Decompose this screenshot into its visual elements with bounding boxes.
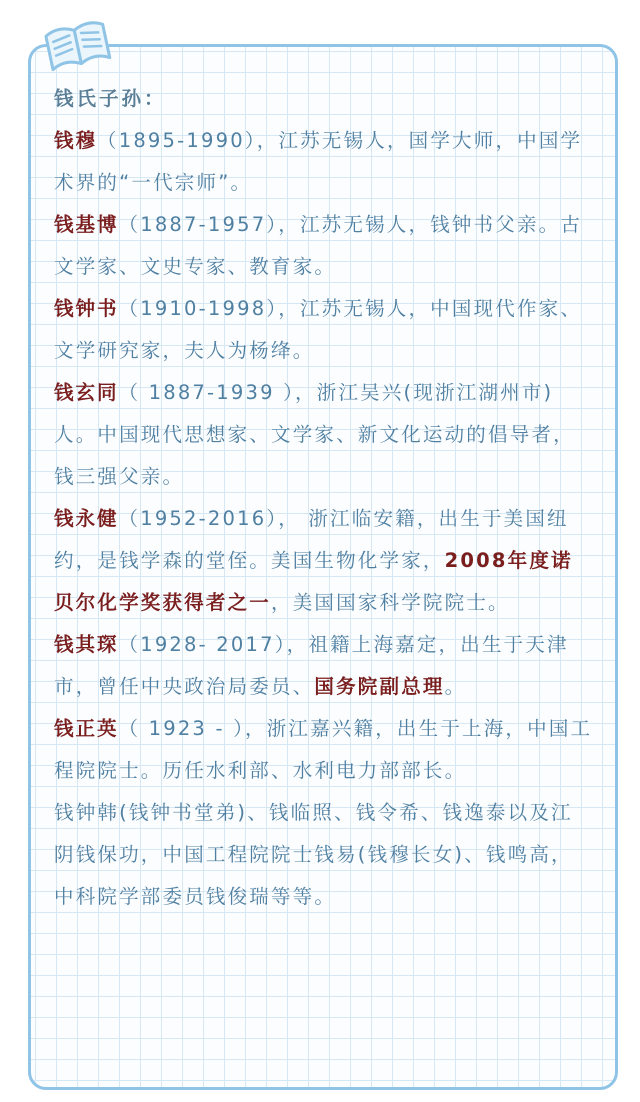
entry-qian-zhongshu [54, 288, 594, 372]
person-description: （ 1887-1939 ），浙江吴兴(现浙江湖州市)人。中国现代思想家、文学家、新文化运动的倡导者，钱三强父亲。 [54, 381, 575, 488]
person-description: （1887-1957），江苏无锡人，钱钟书父亲。古文学家、文史专家、教育家。 [54, 213, 583, 278]
person-name: 钱玄同 [54, 381, 119, 404]
person-name: 钱钟书 [54, 297, 119, 320]
person-description: （1952-2016）， 浙江临安籍，出生于美国纽约，是钱学森的堂侄。美国生物化学家， [54, 507, 569, 572]
person-description: （1928- 2017），祖籍上海嘉定，出生于天津市，曾任中央政治局委员、 [54, 633, 569, 698]
person-description: （1910-1998），江苏无锡人，中国现代作家、文学研究家，夫人为杨绛。 [54, 297, 583, 362]
section-heading: 钱氏子孙： [54, 87, 167, 110]
entry-qian-yongjian [54, 498, 594, 624]
person-name: 钱永健 [54, 507, 119, 530]
highlight-text: 国务院副总理 [314, 675, 445, 698]
closing-paragraph: 钱钟韩(钱钟书堂弟)、钱临照、钱令希、钱逸泰以及江阴钱保功，中国工程院院士钱易(钱穆长女)、钱鸣高，中科院学部委员钱俊瑞等等。 [54, 801, 573, 908]
article-content [54, 78, 594, 918]
entry-qian-qichen [54, 624, 594, 708]
open-book-icon [40, 12, 114, 74]
entry-qian-zhengying [54, 708, 594, 792]
person-description-end: ，美国国家科学院院士。 [271, 591, 510, 614]
entry-qian-mu [54, 120, 594, 204]
person-description-end: 。 [444, 675, 467, 698]
person-name: 钱正英 [54, 717, 119, 740]
person-description: （ 1923 - ），浙江嘉兴籍，出生于上海，中国工程院院士。历任水利部、水利电力部部长。 [54, 717, 593, 782]
entry-qian-jibo [54, 204, 594, 288]
person-name: 钱其琛 [54, 633, 119, 656]
person-name: 钱基博 [54, 213, 119, 236]
person-description: （1895-1990），江苏无锡人，国学大师，中国学术界的“一代宗师”。 [54, 129, 583, 194]
person-name: 钱穆 [54, 129, 98, 152]
entry-qian-xuantong [54, 372, 594, 498]
highlight-text: 2008年度诺贝尔化学奖获得者之一 [54, 549, 573, 614]
